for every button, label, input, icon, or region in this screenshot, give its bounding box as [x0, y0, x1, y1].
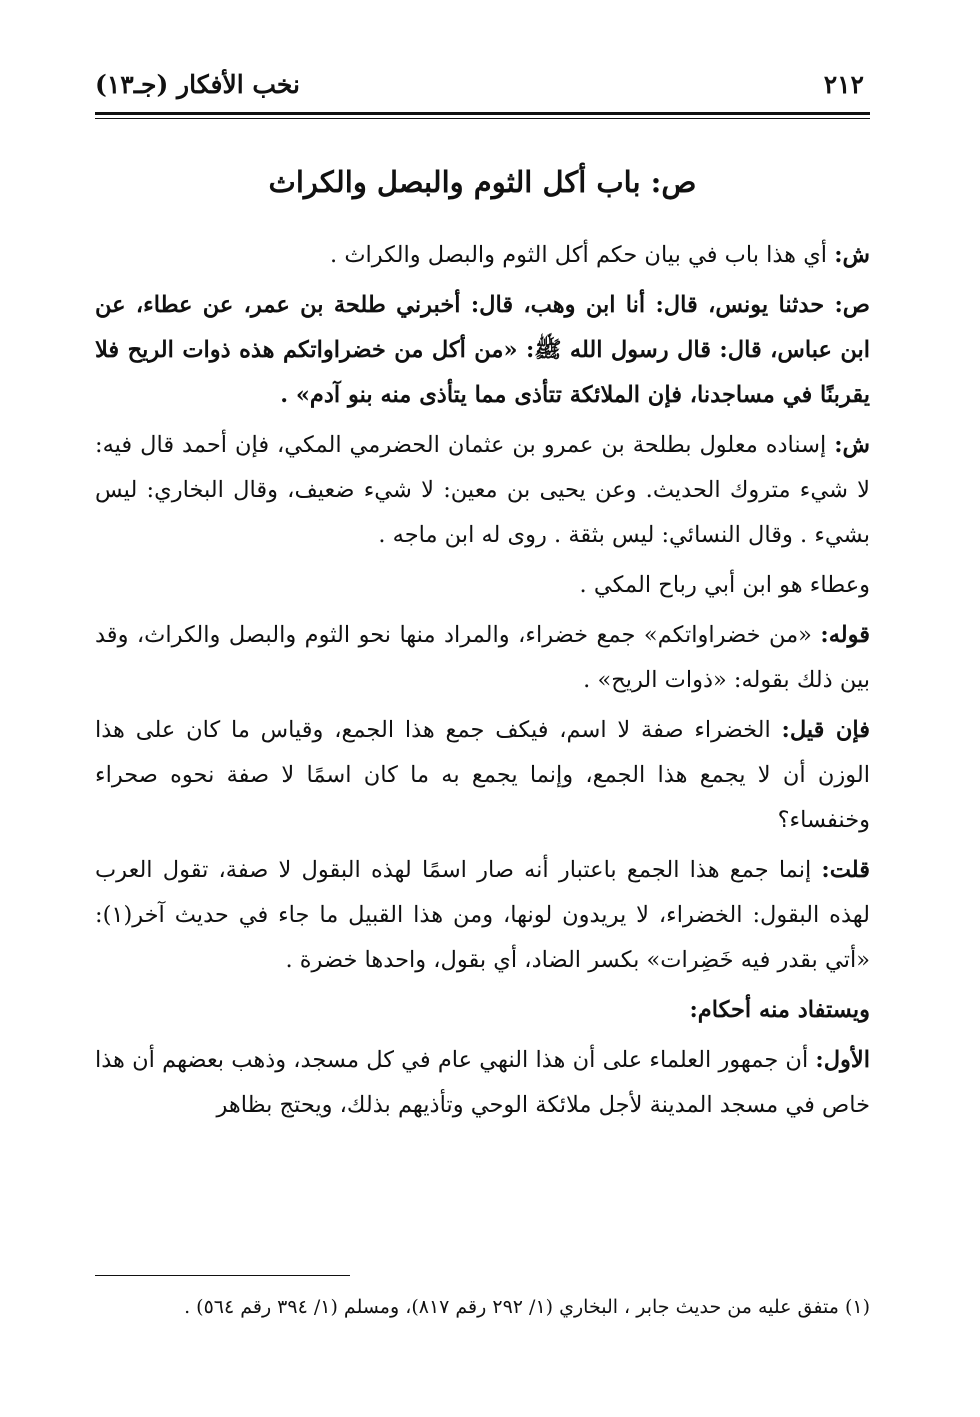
paragraph: [95, 283, 870, 418]
paragraph: [95, 988, 870, 1033]
paragraph-text: أن جمهور العلماء على أن هذا النهي عام في كل مسجد، وذهب بعضهم أن هذا خاص في مسجد المدينة لأجل ملائكة الوحي وتأذيهم بذلك، ويحتج بظاهر: [95, 1047, 870, 1118]
paragraph-lead: ش:: [834, 432, 870, 458]
paragraph: [95, 233, 870, 278]
paragraph-text: وعطاء هو ابن أبي رباح المكي .: [579, 572, 870, 598]
paragraph: [95, 613, 870, 703]
paragraph-text: حدثنا يونس، قال: أنا ابن وهب، قال: أخبرني طلحة بن عمر، عن عطاء، عن ابن عباس، قال: قال رسول الله ﷺ: «من أكل من خضراواتكم هذه ذوات الريح فلا يقربنًا في مساجدنا، فإن الملائكة تتأذى مما يتأذى منه بنو آدم» .: [95, 292, 870, 408]
paragraph-lead: قلت:: [821, 857, 870, 883]
footnote: (١) متفق عليه من حديث جابر ، البخاري (١/ ٢٩٢ رقم ٨١٧)، ومسلم (١/ ٣٩٤ رقم ٥٦٤) .: [184, 1296, 870, 1318]
chapter-title: ص: باب أكل الثوم والبصل والكراث: [268, 165, 697, 199]
paragraph: [95, 423, 870, 558]
page-number: ٢١٢: [823, 70, 864, 99]
body-text: [95, 233, 870, 1133]
paragraph: [95, 1038, 870, 1128]
paragraph-lead: الأول:: [815, 1047, 870, 1073]
paragraph-text: «من خضراواتكم» جمع خضراء، والمراد منها نحو الثوم والبصل والكراث، وقد بين ذلك بقوله: «ذوات الريح» .: [95, 622, 870, 693]
footnote-rule: [95, 1275, 350, 1276]
paragraph-lead: ص:: [834, 292, 870, 318]
paragraph-text: الخضراء صفة لا اسم، فيكف جمع هذا الجمع، وقياس ما كان على هذا الوزن أن لا يجمع هذا الجمع، وإنما يجمع به ما كان اسمًا لا صفة نحوه صحراء وخنفساء؟: [95, 717, 870, 833]
paragraph: [95, 848, 870, 983]
paragraph-lead: ش:: [834, 242, 870, 268]
book-title: نخب الأفكار (جـ١٣): [95, 70, 301, 99]
paragraph-text: إنما جمع هذا الجمع باعتبار أنه صار اسمًا لهذه البقول لا صفة، تقول العرب لهذه البقول: الخضراء، لا يريدون لونها، ومن هذا القبيل ما جاء في حديث آخر(١): «أتي بقدر فيه خَضِرات» بكسر الضاد، أي بقول، واحدها خضرة .: [95, 857, 870, 973]
paragraph-text: إسناده معلول بطلحة بن عمرو بن عثمان الحضرمي المكي، فإن أحمد قال فيه: لا شيء متروك الحديث. وعن يحيى بن معين: لا شيء ضعيف، وقال البخاري: ليس بشيء . وقال النسائي: ليس بثقة . روى له ابن ماجه .: [95, 432, 870, 548]
paragraph-lead: فإن قيل:: [781, 717, 871, 743]
paragraph-text: أي هذا باب في بيان حكم أكل الثوم والبصل والكراث .: [330, 242, 835, 268]
paragraph-lead: ويستفاد منه أحكام:: [689, 997, 870, 1023]
header-rule: [95, 112, 870, 119]
paragraph: [95, 563, 870, 608]
paragraph: [95, 708, 870, 843]
running-header: [95, 70, 870, 110]
paragraph-lead: قوله:: [820, 622, 870, 648]
